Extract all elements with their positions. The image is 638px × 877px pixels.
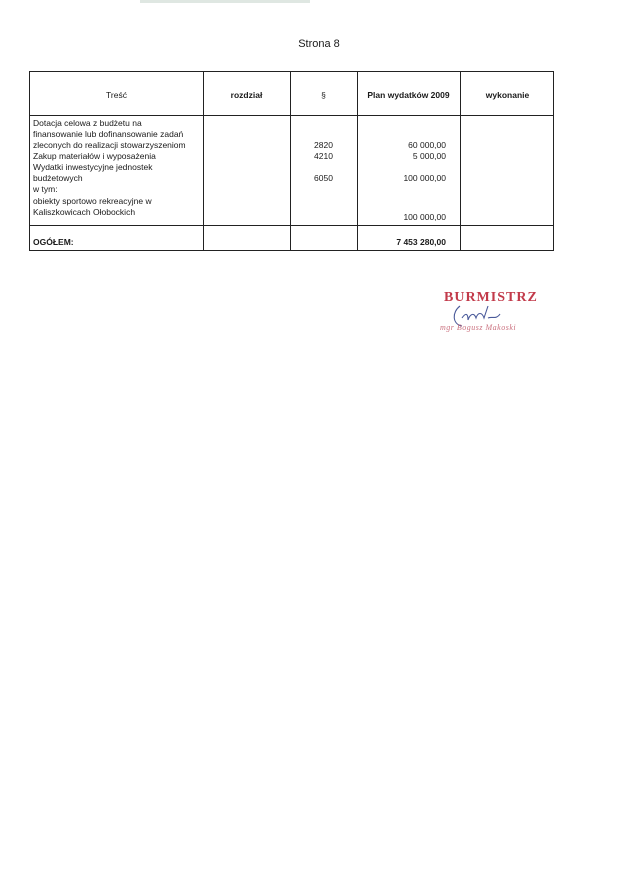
total-label: OGÓŁEM:: [33, 237, 74, 247]
plan-amount: 60 000,00: [408, 140, 446, 150]
header-paragraph: §: [321, 90, 326, 100]
header-wykonanie: wykonanie: [485, 90, 530, 100]
description-line: finansowanie lub dofinansowanie zadań: [33, 129, 184, 139]
budget-table: [29, 71, 554, 251]
paragraph-code: 6050: [314, 173, 333, 183]
stamp-name: mgr Bogusz Makoski: [440, 323, 517, 332]
description-line: Wydatki inwestycyjne jednostek: [33, 162, 153, 172]
stamp-title: BURMISTRZ: [444, 290, 538, 305]
description-line: budżetowych: [33, 173, 83, 183]
mayor-stamp: [440, 290, 560, 338]
plan-amount: 100 000,00: [403, 212, 446, 222]
paragraph-code: 2820: [314, 140, 333, 150]
scan-edge-mark: [140, 0, 310, 3]
description-line: Zakup materiałów i wyposażenia: [33, 151, 156, 161]
header-tresc: Treść: [106, 90, 127, 100]
plan-amount: 5 000,00: [412, 151, 446, 161]
description-line: obiekty sportowo rekreacyjne w: [33, 196, 152, 206]
header-plan: Plan wydatków 2009: [367, 90, 450, 100]
total-amount: 7 453 280,00: [396, 237, 446, 247]
description-line: w tym:: [33, 184, 58, 194]
paragraph-code: 4210: [314, 151, 333, 161]
description-line: Dotacja celowa z budżetu na: [33, 118, 142, 128]
total-divider: [30, 225, 553, 226]
page-number: Strona 8: [298, 38, 340, 50]
plan-amount: 100 000,00: [403, 173, 446, 183]
description-line: Kaliszkowicach Ołobockich: [33, 207, 136, 217]
description-line: zleconych do realizacji stowarzyszeniom: [33, 140, 186, 150]
header-divider: [30, 115, 553, 116]
header-rozdzial: rozdział: [230, 90, 263, 100]
